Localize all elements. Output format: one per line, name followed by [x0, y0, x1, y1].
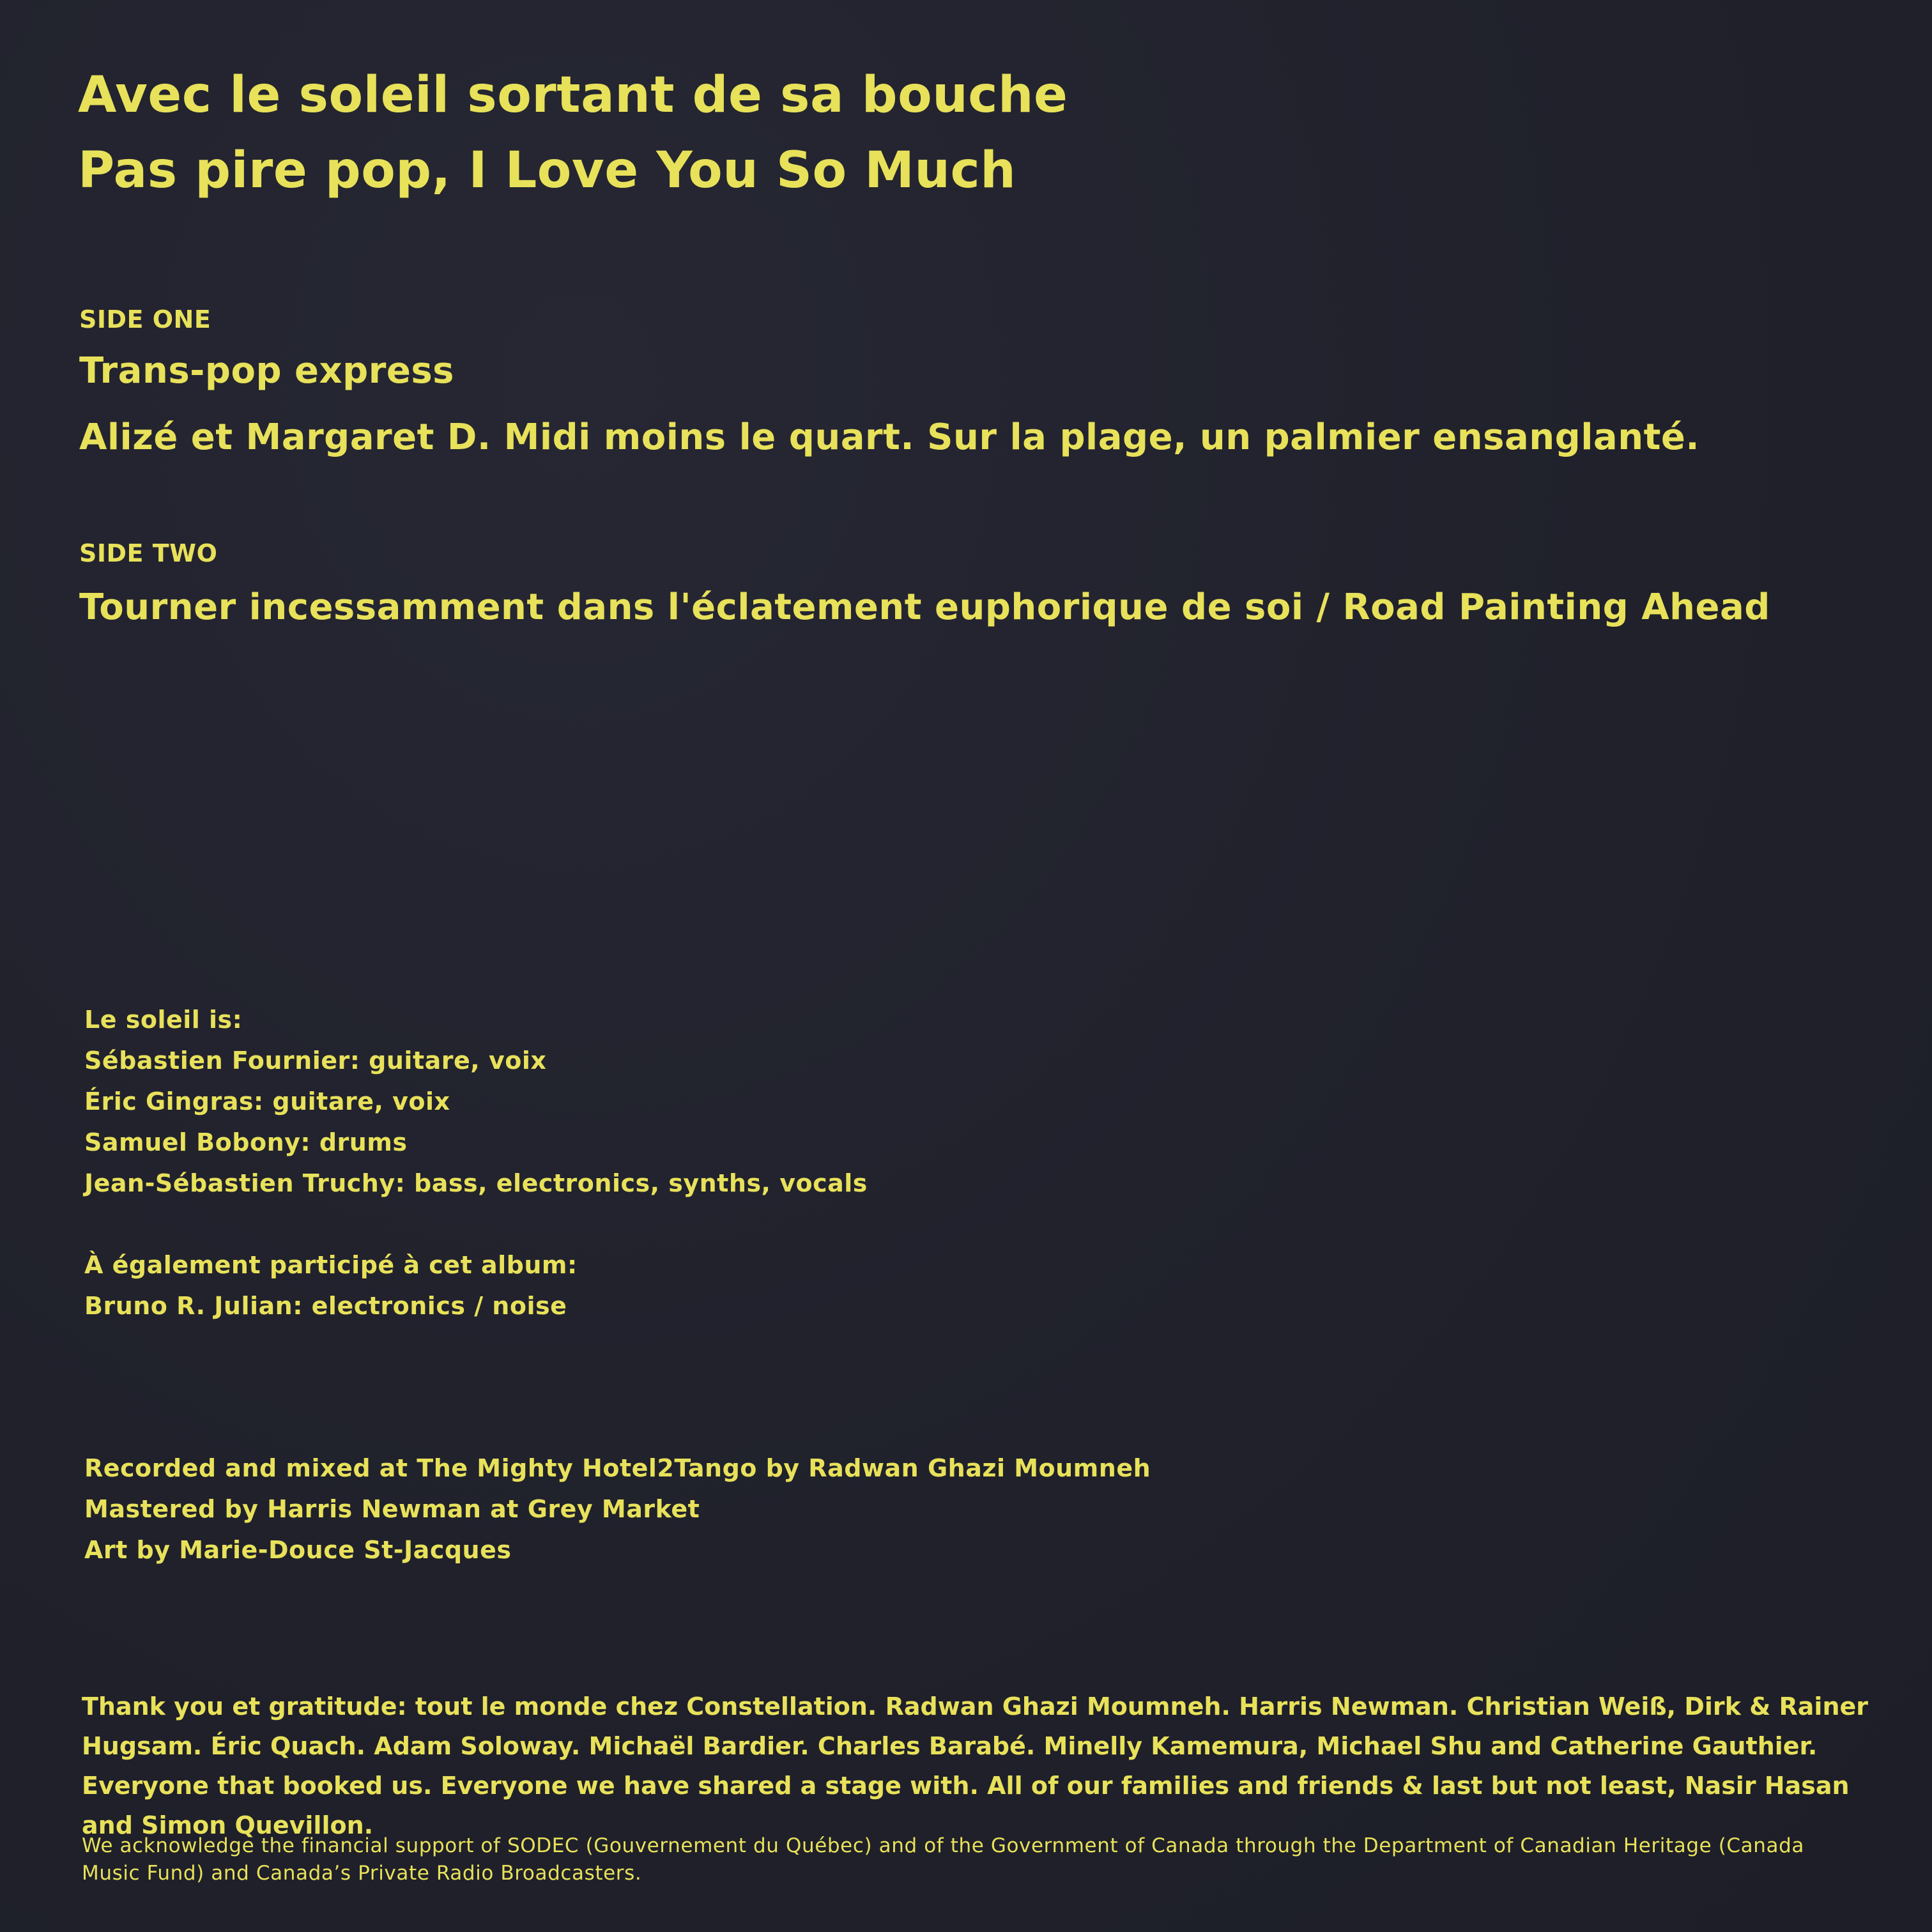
side-two-track-1: Tourner incessamment dans l'éclatement euphorique de soi / Road Painting Ahead	[79, 586, 1770, 628]
band-heading: Le soleil is:	[84, 1006, 243, 1034]
guest-member: Bruno R. Julian: electronics / noise	[84, 1292, 567, 1320]
band-member: Samuel Bobony: drums	[84, 1128, 408, 1156]
production-credit-mastered: Mastered by Harris Newman at Grey Market	[84, 1495, 700, 1523]
side-two-label: SIDE TWO	[79, 539, 218, 567]
funding-acknowledgement: We acknowledge the financial support of SODEC (Gouvernement du Québec) and of the Government of Canada through the Department of Canadian Heritage (Canada Music Fund) and Canada’s Private Radio Broadcasters.	[82, 1834, 1804, 1885]
band-member: Sébastien Fournier: guitare, voix	[84, 1046, 547, 1075]
thanks-paragraph: Thank you et gratitude: tout le monde chez Constellation. Radwan Ghazi Moumneh. Harris Newman. Christian Weiß, Dirk & Rainer Hugsam. Éric Quach. Adam Soloway. Michaël Bardier. Charles Barabé. Minelly Kamemura, Michael Shu and Catherine Gauthier. Everyone that booked us. Everyone we have shared a stage with. All of our families and friends & last but not least, Nasir Hasan and Simon Quevillon.	[82, 1692, 1869, 1839]
album-title-line-1: Avec le soleil sortant de sa bouche	[78, 66, 1068, 124]
album-title-line-2: Pas pire pop, I Love You So Much	[78, 142, 1016, 199]
side-one-track-1: Trans-pop express	[79, 350, 454, 392]
production-credit-art: Art by Marie-Douce St-Jacques	[84, 1536, 512, 1564]
guests-heading: À également participé à cet album:	[84, 1251, 578, 1279]
side-one-track-2: Alizé et Margaret D. Midi moins le quart. Sur la plage, un palmier ensanglanté.	[79, 417, 1700, 458]
side-one-label: SIDE ONE	[79, 305, 211, 334]
band-member: Jean-Sébastien Truchy: bass, electronics, synths, vocals	[84, 1169, 868, 1197]
production-credit-recorded: Recorded and mixed at The Mighty Hotel2Tango by Radwan Ghazi Moumneh	[84, 1454, 1151, 1482]
band-member: Éric Gingras: guitare, voix	[84, 1087, 450, 1116]
